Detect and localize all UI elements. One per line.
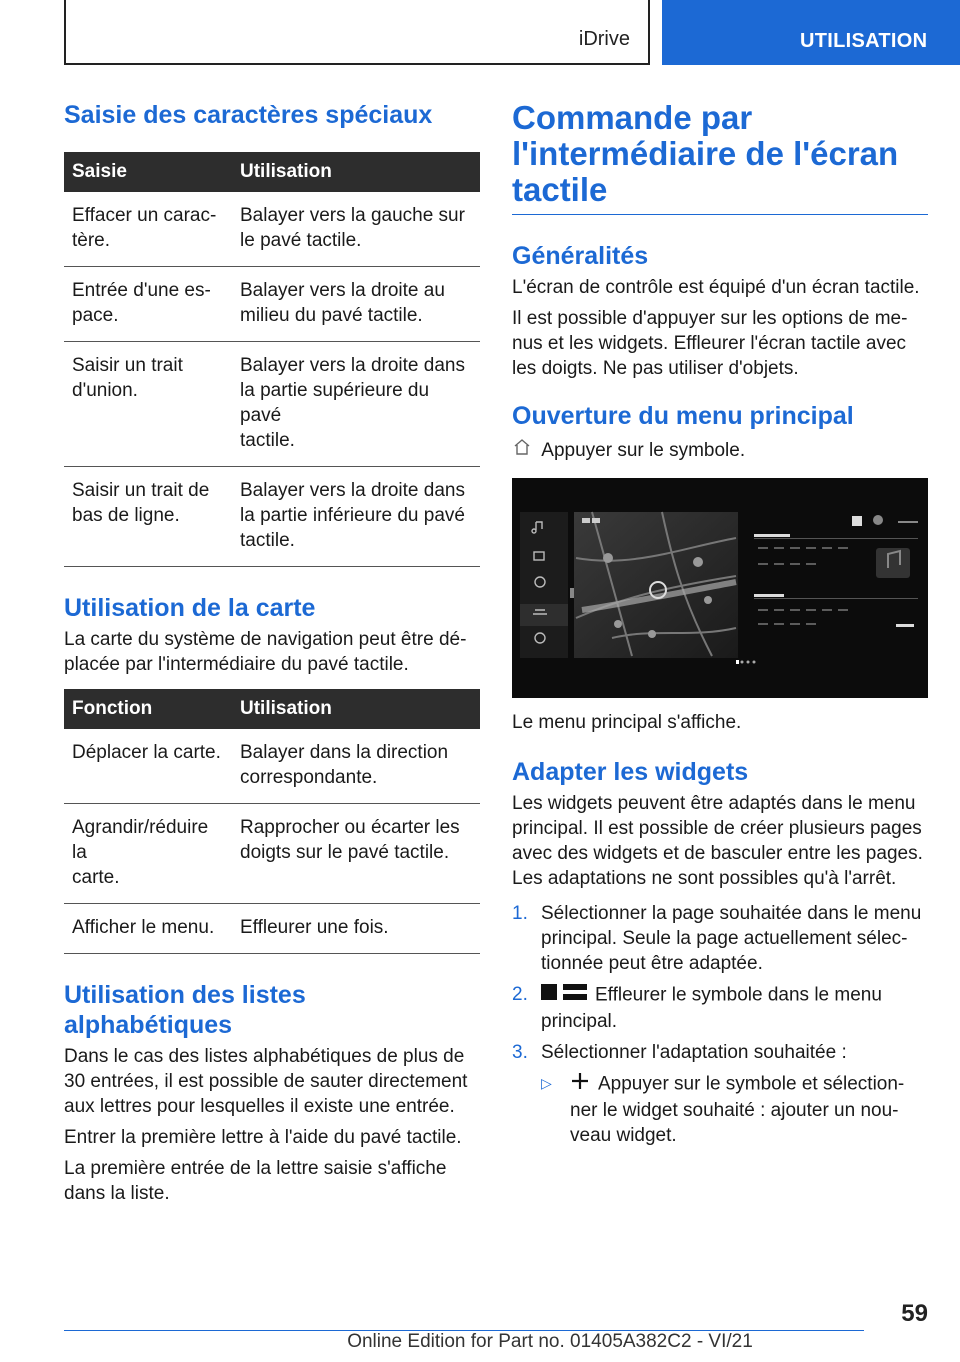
column-header: Fonction	[64, 689, 232, 729]
step-number: 2.	[512, 984, 528, 1005]
table-row	[64, 804, 480, 904]
step-number: 1.	[512, 903, 528, 924]
table-cell: Balayer vers la gauche sur le pavé tactile.	[232, 192, 480, 267]
home-icon	[512, 437, 532, 464]
section-title: iDrive	[578, 28, 630, 50]
table-header-row	[64, 689, 480, 729]
table-cell: Saisir un trait de bas de ligne.	[64, 467, 232, 567]
lists-text-1: Dans le cas des listes alphabétiques de plus de 30 entrées, il est possible de sauter directement aux lettres pour lesquelles il existe une entrée.	[64, 1046, 468, 1117]
list-item	[512, 901, 928, 976]
step-text: Sélectionner l'adaptation souhaitée :	[541, 1042, 847, 1063]
chapter-heading: Commande par l'intermédiaire de l'écran tactile	[512, 100, 928, 215]
table-row	[64, 467, 480, 567]
table-row	[64, 267, 480, 342]
table-cell: Déplacer la carte.	[64, 729, 232, 804]
main-menu-screenshot	[512, 478, 928, 698]
table-cell: Afficher le menu.	[64, 904, 232, 954]
page-number: 59	[901, 1300, 928, 1327]
step-text: Sélectionner la page souhaitée dans le menu principal. Seule la page actuellement sélec- tionnée peut être adaptée.	[541, 903, 922, 974]
map-text: La carte du système de navigation peut être dé- placée par l'intermédiaire du pavé tactile.	[64, 629, 467, 675]
table-row	[64, 729, 480, 804]
general-text-1: L'écran de contrôle est équipé d'un écran tactile.	[512, 277, 920, 298]
widgets-heading: Adapter les widgets	[512, 758, 749, 786]
general-heading: Généralités	[512, 242, 649, 270]
header-box	[64, 0, 650, 65]
table-header-row	[64, 152, 480, 192]
substep-text: Appuyer sur le symbole et sélection- ner le widget souhaité : ajouter un nou- veau widget.	[570, 1073, 905, 1146]
table-row	[64, 192, 480, 267]
map-table	[64, 689, 480, 954]
lists-heading: Utilisation des listes alphabétiques	[64, 981, 306, 1039]
chapter-tab: UTILISATION	[662, 0, 960, 65]
main-menu-instruction: Appuyer sur le symbole.	[541, 439, 746, 461]
list-item	[512, 1040, 928, 1065]
column-header: Utilisation	[232, 152, 480, 192]
table-cell: Balayer vers la droite dans la partie inférieure du pavé tactile.	[232, 467, 480, 567]
list-item	[541, 1071, 928, 1148]
column-header: Utilisation	[232, 689, 480, 729]
table-cell: Agrandir/réduire la carte.	[64, 804, 232, 904]
general-text-2: Il est possible d'appuyer sur les options de me- nus et les widgets. Effleurer l'écran tactile avec les doigts. Ne pas utiliser d'objets.	[512, 308, 908, 379]
column-header: Saisie	[64, 152, 232, 192]
footer-edition: Online Edition for Part no. 01405A382C2 - VI/21	[347, 1331, 753, 1352]
map-heading: Utilisation de la carte	[64, 594, 316, 622]
table-cell: Balayer vers la droite dans la partie supérieure du pavé tactile.	[232, 342, 480, 467]
table-cell: Balayer vers la droite au milieu du pavé tactile.	[232, 267, 480, 342]
main-menu-result: Le menu principal s'affiche.	[512, 712, 742, 733]
table-cell: Effacer un carac- tère.	[64, 192, 232, 267]
bullet-marker: ▷	[541, 1075, 552, 1091]
table-cell: Effleurer une fois.	[232, 904, 480, 954]
table-cell: Entrée d'une es- pace.	[64, 267, 232, 342]
special-chars-table	[64, 152, 480, 567]
table-cell: Rapprocher ou écarter les doigts sur le pavé tactile.	[232, 804, 480, 904]
table-cell: Saisir un trait d'union.	[64, 342, 232, 467]
left-column	[64, 100, 480, 1206]
special-chars-heading: Saisie des caractères spéciaux	[64, 101, 433, 129]
right-column	[512, 100, 928, 1148]
table-row	[64, 342, 480, 467]
main-menu-heading: Ouverture du menu principal	[512, 402, 854, 430]
table-cell: Balayer dans la direction correspondante.	[232, 729, 480, 804]
table-row	[64, 904, 480, 954]
step-number: 3.	[512, 1042, 528, 1063]
list-item	[512, 982, 928, 1034]
plus-icon	[570, 1071, 590, 1098]
widget-layout-icon	[541, 982, 587, 1009]
step-text: Effleurer le symbole dans le menu principal.	[541, 984, 882, 1032]
widgets-text: Les widgets peuvent être adaptés dans le menu principal. Il est possible de créer plusieurs pages avec des widgets et de basculer entre les pages. Les adaptations ne sont possibles qu'à l'arrêt.	[512, 793, 923, 889]
lists-text-2: Entrer la première lettre à l'aide du pavé tactile.	[64, 1127, 462, 1148]
main-menu-instruction-line	[512, 437, 928, 464]
widgets-steps	[512, 901, 928, 1065]
widgets-sublist	[512, 1071, 928, 1148]
lists-text-3: La première entrée de la lettre saisie s'affiche dans la liste.	[64, 1158, 447, 1204]
